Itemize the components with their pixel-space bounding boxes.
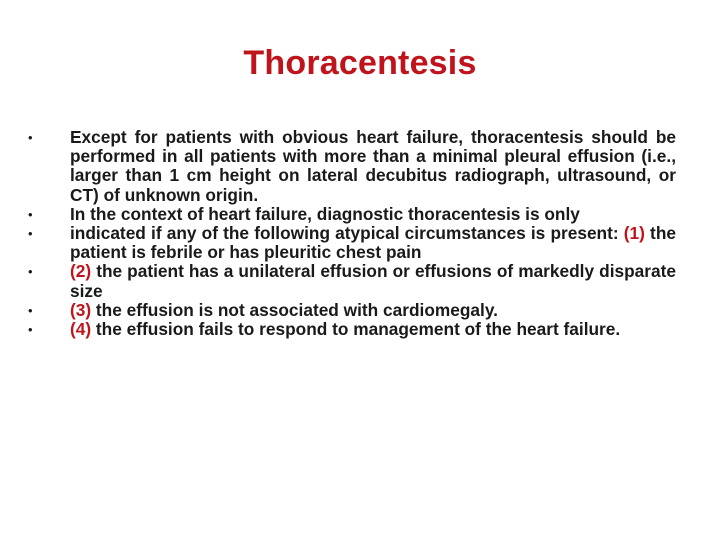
slide-title: Thoracentesis (243, 44, 477, 82)
bullet-item (28, 224, 676, 262)
item-number: (3) (70, 299, 92, 320)
bullet-dot: • (28, 226, 33, 242)
bullet-dot: • (28, 322, 33, 338)
bullet-dot: • (28, 302, 33, 318)
bullet-dot: • (28, 206, 33, 222)
bullet-text: In the context of heart failure, diagnostic thoracentesis is only (70, 203, 580, 224)
bullet-item (28, 262, 676, 300)
bullet-item (28, 320, 676, 339)
bullet-item (28, 205, 676, 224)
item-number: (4) (70, 319, 92, 340)
item-number: (1) (623, 223, 645, 244)
bullet-text: the effusion fails to respond to management of the heart failure. (91, 319, 621, 340)
bullet-item (28, 301, 676, 320)
bullet-dot: • (28, 130, 33, 145)
bullet-text: Except for patients with obvious heart failure, thoracentesis should be performed in all patients with more than a minimal pleural effusion (i.e., larger than 1 cm height on lateral decubitus radiograph, ultrasound, or CT) of unknown origin. (70, 127, 676, 205)
bullet-text: the effusion is not associated with cardiomegaly. (91, 299, 498, 320)
bullet-text: indicated if any of the following atypical circumstances is present: (70, 223, 619, 244)
bullet-list (28, 128, 676, 339)
bullet-item (28, 128, 676, 205)
bullet-text: the patient has a unilateral effusion or effusions of markedly disparate size (70, 261, 676, 301)
item-number: (2) (70, 261, 92, 282)
bullet-text: the patient is febrile or has pleuritic chest pain (70, 223, 676, 263)
bullet-dot: • (28, 264, 33, 280)
